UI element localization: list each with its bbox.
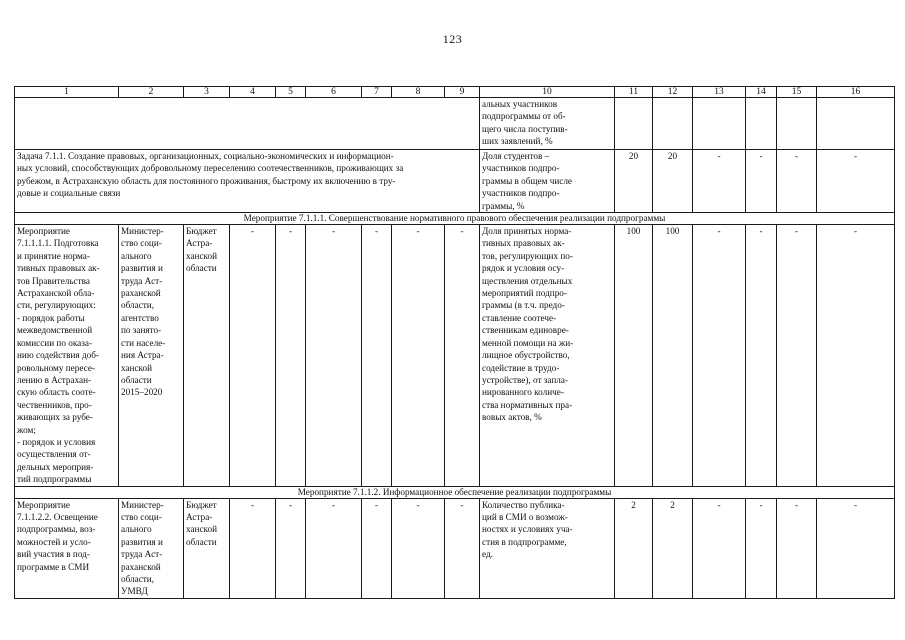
measure2-value-12: 2	[653, 498, 693, 598]
measure2-name: Мероприятие 7.1.1.2.2. Освещение подпрограммы, воз- можностей и усло- вий участия в под- программе в СМИ	[15, 498, 119, 598]
measure1-value-5: -	[276, 225, 306, 487]
section-title-1: Мероприятие 7.1.1.1. Совершенствование нормативного правового обеспечения реализации подпрограммы	[15, 213, 895, 225]
continuation-indicator: альных участников подпрограммы от об- щего числа поступив- ших заявлений, %	[480, 98, 615, 150]
measure1-value-8: -	[392, 225, 445, 487]
measure2-value-11: 2	[615, 498, 653, 598]
measure2-value-16: -	[817, 498, 895, 598]
col-header-2: 2	[119, 87, 184, 98]
col-header-16: 16	[817, 87, 895, 98]
column-number-row	[15, 87, 895, 98]
col-header-13: 13	[693, 87, 746, 98]
col-header-15: 15	[777, 87, 817, 98]
table-row-measure-1	[15, 225, 895, 487]
task-value-12: 20	[653, 150, 693, 213]
measure2-executor: Министер- ство соци- ального развития и труда Аст- раханской области, УМВД	[119, 498, 184, 598]
measure2-value-15: -	[777, 498, 817, 598]
col-header-7: 7	[362, 87, 392, 98]
measure1-value-9: -	[445, 225, 480, 487]
table-row-task	[15, 150, 895, 213]
measure1-value-4: -	[230, 225, 276, 487]
col-header-9: 9	[445, 87, 480, 98]
measure2-source: Бюджет Астра- ханской области	[184, 498, 230, 598]
measure1-value-12: 100	[653, 225, 693, 487]
section-row-2	[15, 486, 895, 498]
task-value-13: -	[693, 150, 746, 213]
task-value-15: -	[777, 150, 817, 213]
continuation-cell-16	[817, 98, 895, 150]
measure2-value-5: -	[276, 498, 306, 598]
continuation-cell-13	[693, 98, 746, 150]
measure2-value-8: -	[392, 498, 445, 598]
measure1-executor: Министер- ство соци- ального развития и труда Аст- раханской области, агентство по занято- сти населе- ния Астра- ханской области 2015–2020	[119, 225, 184, 487]
measure2-value-13: -	[693, 498, 746, 598]
col-header-10: 10	[480, 87, 615, 98]
col-header-1: 1	[15, 87, 119, 98]
task-value-11: 20	[615, 150, 653, 213]
measure1-value-11: 100	[615, 225, 653, 487]
col-header-5: 5	[276, 87, 306, 98]
measure1-indicator: Доля принятых норма- тивных правовых ак- тов, регулирующих по- рядок и условия осу- ществления отдельных мероприятий подпро- граммы (в т.ч. предо- ставление соотече- ственникам единовре- менной помощи на жи- лищное обустройство, содействие в трудо- устройстве), от запла- нированного количе- ства нормативных пра- вовых актов, %	[480, 225, 615, 487]
measure1-value-16: -	[817, 225, 895, 487]
task-value-16: -	[817, 150, 895, 213]
measure1-value-14: -	[746, 225, 777, 487]
measure2-value-6: -	[306, 498, 362, 598]
measure1-name: Мероприятие 7.1.1.1.1. Подготовка и принятие норма- тивных правовых ак- тов Правительства Астраханской обла- сти, регулирующих: - порядок работы межведомственной комиссии по оказа- нию содействия доб- ровольному пересе- лению в Астрахан- скую область сооте- чественников, про- живающих за рубе- жом; - порядок и условия осуществления от- дельных мероприя- тий подпрограммы	[15, 225, 119, 487]
measure1-source: Бюджет Астра- ханской области	[184, 225, 230, 487]
col-header-12: 12	[653, 87, 693, 98]
page-number: 123	[442, 32, 463, 46]
continuation-empty-cell	[15, 98, 480, 150]
col-header-11: 11	[615, 87, 653, 98]
measure2-indicator: Количество публика- ций в СМИ о возмож- ностях и условиях уча- стия в подпрограмме, ед.	[480, 498, 615, 598]
task-value-14: -	[746, 150, 777, 213]
measure1-value-7: -	[362, 225, 392, 487]
col-header-4: 4	[230, 87, 276, 98]
continuation-cell-15	[777, 98, 817, 150]
col-header-6: 6	[306, 87, 362, 98]
measure1-value-6: -	[306, 225, 362, 487]
task-indicator: Доля студентов – участников подпро- граммы в общем числе участников подпро- граммы, %	[480, 150, 615, 213]
measure1-value-13: -	[693, 225, 746, 487]
measure2-value-4: -	[230, 498, 276, 598]
section-row-1	[15, 213, 895, 225]
measure1-value-15: -	[777, 225, 817, 487]
col-header-3: 3	[184, 87, 230, 98]
continuation-cell-12	[653, 98, 693, 150]
program-table	[14, 86, 895, 599]
task-text: Задача 7.1.1. Создание правовых, организационных, социально-экономических и информацион- ных условий, способствующих добровольному переселению соотечественников, проживающих за рубежом, в Астраханскую область для постоянного проживания, быстрому их включению в тру- довые и социальные связи	[15, 150, 480, 213]
continuation-cell-14	[746, 98, 777, 150]
table-row-continuation	[15, 98, 895, 150]
measure2-value-7: -	[362, 498, 392, 598]
table-row-measure-2	[15, 498, 895, 598]
col-header-14: 14	[746, 87, 777, 98]
col-header-8: 8	[392, 87, 445, 98]
continuation-cell-11	[615, 98, 653, 150]
section-title-2: Мероприятие 7.1.1.2. Информационное обеспечение реализации подпрограммы	[15, 486, 895, 498]
measure2-value-9: -	[445, 498, 480, 598]
measure2-value-14: -	[746, 498, 777, 598]
